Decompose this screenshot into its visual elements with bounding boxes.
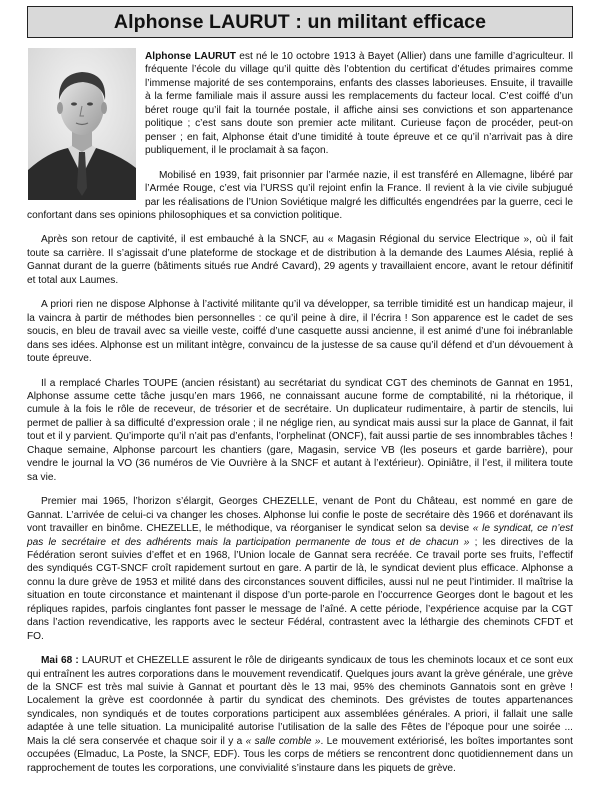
p7-text-b: . Le mouvement extériorisé, les boîtes importantes sont occupées (Elmaduc, La Poste, la SNCF, EDF). Tous les corps de métiers se rencontrent donc quotidiennement dans un rapprochement de toutes les corporations, une convivialité s’instaure dans les piquets de grève. <box>27 735 573 774</box>
photo-spacer <box>27 50 145 202</box>
page-title: Alphonse LAURUT : un militant efficace <box>113 10 487 33</box>
paragraph-secretariat: Il a remplacé Charles TOUPE (ancien résistant) au secrétariat du syndicat CGT des cheminots de Gannat en 1951, Alphonse assume cette tâche jusqu’en mars 1966, ne connaissant aucune forme de comptabilité, ni la rhétorique, il cumule à la fois le rôle de receveur, de trésorier et de secrétaire. Un duplicateur rudimentaire, à partir de stencils, lui permet de pallier à sa difficulté d’expression orale ; il ne néglige rien, au syndicat mais aussi sur la place de Gannat, il fait tout et il y parvient. Qu’importe qu’il n’ait pas d’enfants, l’orphelinat (ONCF), fait aussi partie de ses innombrables tâches ! Chaque semaine, Alphonse parcourt les chantiers (gare, Magasin, service VB (les poseurs et garde barrière), pour vendre le journal la VO (36 numéros de Vie Ouvrière à la SNCF et autant à l’extérieur). Opiniâtre, il l’est, il militera toute sa vie. <box>27 377 573 483</box>
paragraph-chezelle <box>27 495 573 643</box>
p6-text-b: ; les directives de la Fédération seront suivies d’effet et en 1968, l’Union locale de Gannat sera recréée. Ce travail porte ses fruits, l’effectif des syndiqués CGT-SNCF croît rapidement surtout en gare. A partir de là, le syndicat devient plus efficace. Alphonse a connu la dure grève de 1953 et milité dans des circonstances souvent difficiles, aussi nul ne peut l’intimider. Il maîtrise la situation en toute circonstance et maintenant il dispose d’un porte-parole en l’occurrence Georges dont le bagout et les répliques rapides, parfois cinglantes font passer le message de l’aîné. A cette période, l’expérience acquise par la CGT dans l’action revendicative, les rapports avec le secteur Fédéral, contrastent avec la léthargie des cheminots CFDT et FO. <box>27 536 573 642</box>
p7-quote: « salle comble » <box>245 735 321 747</box>
paragraph-mai-68 <box>27 654 573 775</box>
p6-motto: « le syndicat, ce n’est pas le secrétaire et des adhérents mais la participation permanente de tous et de chacun » <box>27 523 573 548</box>
title-banner <box>27 6 573 38</box>
paragraph-activism: A priori rien ne dispose Alphonse à l’activité militante qu’il va développer, sa terrible timidité est un handicap majeur, il la vaincra à partir de méthodes bien personnelles : ce qu’il peine à dire, il l’écrira ! Son apparence est le cadet de ses soucis, en bleu de travail avec sa vieille veste, coiffé d’une casquette aussi ancienne, il est animé d’une foi inébranlable dans ses idées. Alphonse est un militant intègre, convaincu de la justesse de sa cause qu’il défend et d’un dévouement à toute épreuve. <box>27 299 573 365</box>
p7-text-a: LAURUT et CHEZELLE assurent le rôle de dirigeants syndicaux de tous les cheminots locaux et ce sont eux qui entraînent les autres corporations dans le mouvement revendicatif. Quelques jours avant la grève générale, une grève de la SNCF est très mal suivie à Gannat et pourtant dès le 13 mai, 95% des cheminots Gannatois sont en grève ! Localement la grève est coordonnée à partir du syndicat des cheminots. Des grévistes de toutes appartenances syndicales, non syndiqués et de toutes corporations participent aux assemblées générales. A priori, il fallait une salle adaptée à une telle situation. La municipalité autorise l’utilisation de la salle des Fêtes de l’époque pour une soirée ... Mais la clé sera conservée et chaque soir il y a <box>27 655 574 747</box>
paragraph-sncf: Après son retour de captivité, il est embauché à la SNCF, au « Magasin Régional du service Electrique », où il fait toute sa carrière. Il s’agissait d’une plateforme de stockage et de distribution à la demande des Laumes Alésia, replié à Gannat durant de la guerre (bâtiments situés rue André Cavard), 29 agents y travaillaient encore, avant le retour définitif et total aux Laumes. <box>27 234 573 286</box>
mai-68-label: Mai 68 : <box>41 655 79 667</box>
intro-text: est né le 10 octobre 1913 à Bayet (Allier) dans une famille d’agriculteur. Il fréquente l’école du village qu’il quitte dès l’obtention du certificat d’études primaires comme l’immense majorité de ses contemporains, enfants des classes laborieuses. Ensuite, il travaille à la ferme familiale mais il assure aussi les remplacements du facteur local. C’est coiffé d’un béret rouge qu’il fait la tournée postale, il affiche ainsi ses convictions et son appartenance politique ; c’est sans doute son premier acte militant. Curieuse façon de procéder, peut-on penser ; en fait, Alphonse était d’une timidité à toute épreuve et ce qu’il n’arrivait pas à dire publiquement, il le proclamait à sa façon. <box>145 51 574 157</box>
subject-name: Alphonse LAURUT <box>145 51 236 62</box>
article-body <box>27 50 573 775</box>
p6-text-a: Premier mai 1965, l’horizon s’élargit, Georges CHEZELLE, venant de Pont du Château, est nommé en gare de Gannat. L’arrivée de celui-ci va changer les choses. Alphonse lui confie le poste de secrétaire dès 1966 et dorénavant ils vont travailler en binôme. CHEZELLE, le méthodique, va réorganiser le syndicat selon sa devise <box>27 496 573 535</box>
paragraph-war: Mobilisé en 1939, fait prisonnier par l’armée nazie, il est transféré en Allemagne, libéré par l’Armée Rouge, c’est via l’URSS qu’il rejoint enfin la France. Il revient à la vie civile subjugué par les réalisations de l’Union Soviétique malgré les difficultés engendrées par la guerre, ceci le confortant dans ses opinions philosophiques et sa conviction politique. <box>27 169 573 221</box>
